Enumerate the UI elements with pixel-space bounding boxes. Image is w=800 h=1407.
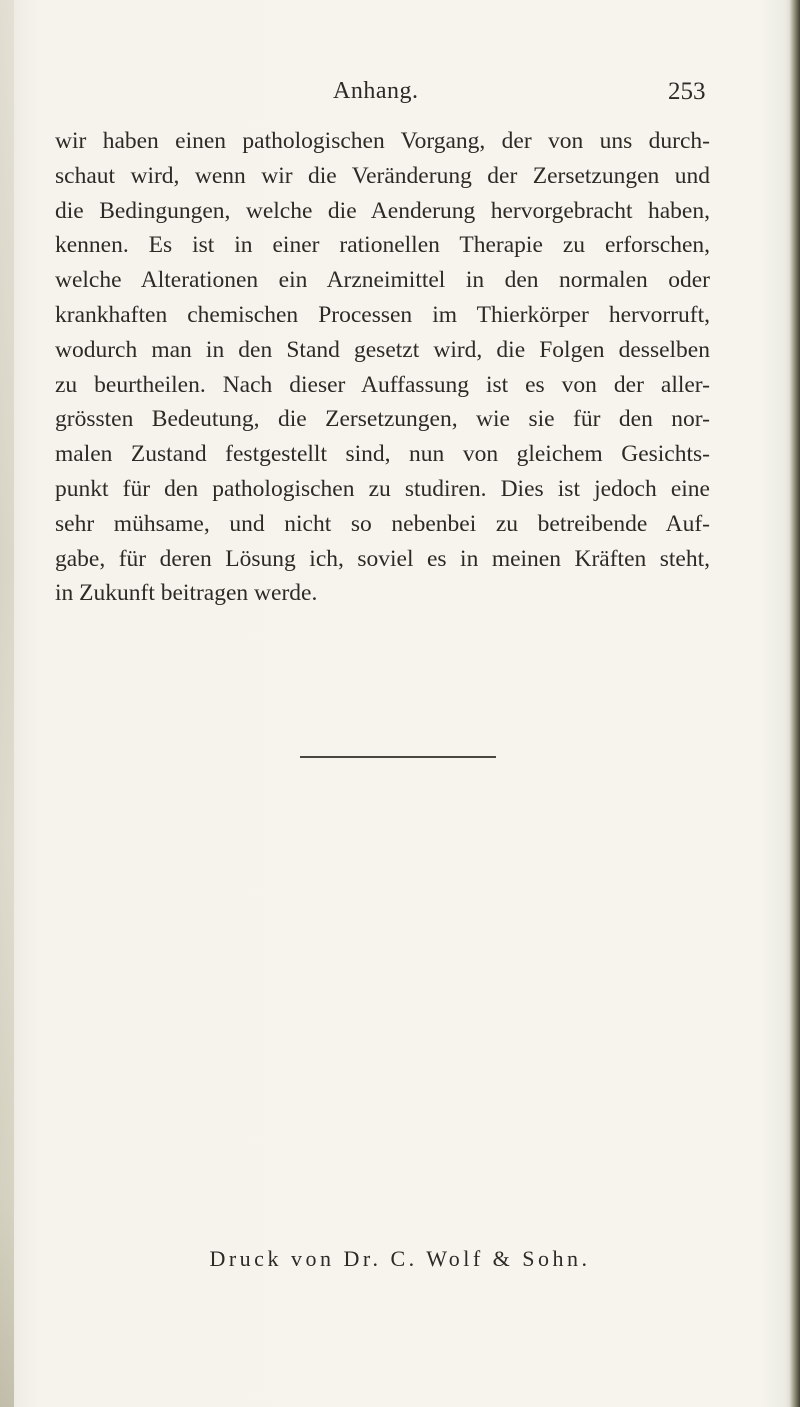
page-left-edge <box>0 0 14 1407</box>
text-line: grössten Bedeutung, die Zersetzungen, wie sie für den nor- <box>55 406 710 433</box>
body-paragraph <box>55 124 710 611</box>
text-line: die Bedingungen, welche die Aenderung hervorgebracht haben, <box>55 197 710 224</box>
page-header <box>0 76 800 108</box>
page-number: 253 <box>668 78 706 105</box>
running-title: Anhang. <box>333 78 419 104</box>
page-right-edge <box>790 0 800 1407</box>
text-line: kennen. Es ist in einer rationellen Therapie zu erforschen, <box>55 232 710 259</box>
text-line: schaut wird, wenn wir die Veränderung der Zersetzungen und <box>55 162 710 189</box>
text-line: wodurch man in den Stand gesetzt wird, die Folgen desselben <box>55 336 710 363</box>
text-line: gabe, für deren Lösung ich, soviel es in meinen Kräften steht, <box>55 545 710 572</box>
text-line: sehr mühsame, und nicht so nebenbei zu betreibende Auf- <box>55 510 710 537</box>
text-line: welche Alterationen ein Arzneimittel in den normalen oder <box>55 267 710 294</box>
text-line: krankhaften chemischen Processen im Thierkörper hervorruft, <box>55 301 710 328</box>
text-line: wir haben einen pathologischen Vorgang, der von uns durch- <box>55 128 710 154</box>
text-line: zu beurtheilen. Nach dieser Auffassung ist es von der aller- <box>55 371 710 398</box>
text-line: in Zukunft beitragen werde. <box>55 580 318 607</box>
text-line: malen Zustand festgestellt sind, nun von gleichem Gesichts- <box>55 441 710 468</box>
printer-imprint: Druck von Dr. C. Wolf & Sohn. <box>209 1246 591 1271</box>
text-line: punkt für den pathologischen zu studiren. Dies ist jedoch eine <box>55 475 710 502</box>
section-divider <box>300 756 496 758</box>
